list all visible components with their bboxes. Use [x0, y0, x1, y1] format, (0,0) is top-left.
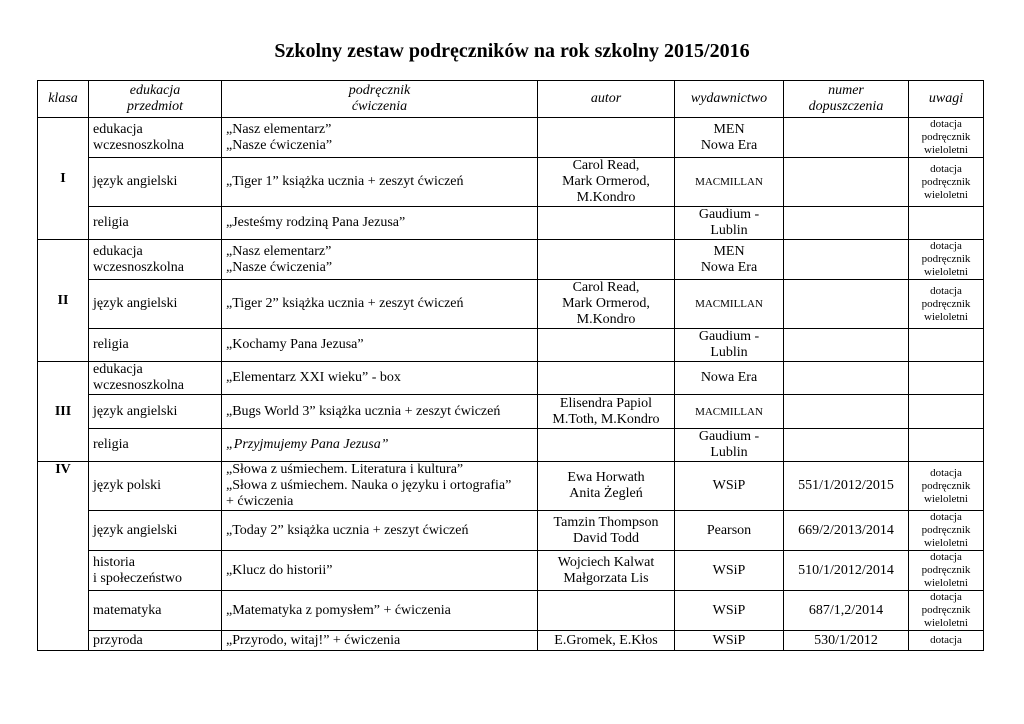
- table-row: [38, 207, 984, 240]
- author-cell: [538, 329, 675, 362]
- author-cell: Tamzin Thompson David Todd: [538, 511, 675, 551]
- notes-cell: dotacja podręcznik wieloletni: [909, 118, 984, 158]
- author-cell: Ewa Horwath Anita Żegleń: [538, 462, 675, 511]
- subject-cell: edukacja wczesnoszkolna: [89, 240, 222, 280]
- book-cell: „Elementarz XXI wieku” - box: [222, 362, 538, 395]
- class-label: II: [38, 240, 89, 362]
- book-cell: „Klucz do historii”: [222, 551, 538, 591]
- page-title: Szkolny zestaw podręczników na rok szkolny 2015/2016: [274, 40, 750, 62]
- table-row: [38, 240, 984, 280]
- approval-number-cell: [784, 207, 909, 240]
- table-row: [38, 591, 984, 631]
- notes-cell: dotacja podręcznik wieloletni: [909, 591, 984, 631]
- notes-cell: dotacja podręcznik wieloletni: [909, 280, 984, 329]
- notes-cell: [909, 429, 984, 462]
- table-row: [38, 631, 984, 651]
- table-row: [38, 280, 984, 329]
- book-cell: „Bugs World 3” książka ucznia + zeszyt ćwiczeń: [222, 395, 538, 429]
- class-label: III: [38, 362, 89, 462]
- approval-number-cell: [784, 362, 909, 395]
- table-row: [38, 362, 984, 395]
- publisher-cell: Gaudium - Lublin: [675, 329, 784, 362]
- approval-number-cell: 687/1,2/2014: [784, 591, 909, 631]
- approval-number-cell: [784, 329, 909, 362]
- publisher-cell: Pearson: [675, 511, 784, 551]
- approval-number-cell: [784, 118, 909, 158]
- notes-cell: [909, 329, 984, 362]
- approval-number-cell: 510/1/2012/2014: [784, 551, 909, 591]
- table-row: [38, 429, 984, 462]
- publisher-cell: Gaudium - Lublin: [675, 429, 784, 462]
- subject-cell: język angielski: [89, 158, 222, 207]
- table-row: [38, 395, 984, 429]
- publisher-cell: MEN Nowa Era: [675, 118, 784, 158]
- subject-cell: religia: [89, 207, 222, 240]
- publisher-cell: MACMILLAN: [675, 280, 784, 329]
- subject-cell: edukacja wczesnoszkolna: [89, 362, 222, 395]
- notes-cell: dotacja podręcznik wieloletni: [909, 158, 984, 207]
- class-label: IV: [38, 462, 89, 651]
- author-cell: [538, 362, 675, 395]
- author-cell: [538, 207, 675, 240]
- subject-cell: historia i społeczeństwo: [89, 551, 222, 591]
- subject-cell: język polski: [89, 462, 222, 511]
- header-wydawnictwo: wydawnictwo: [675, 81, 784, 118]
- author-cell: [538, 429, 675, 462]
- header-autor: autor: [538, 81, 675, 118]
- notes-cell: dotacja podręcznik wieloletni: [909, 240, 984, 280]
- book-cell: „Jesteśmy rodziną Pana Jezusa”: [222, 207, 538, 240]
- book-cell: „Tiger 2” książka ucznia + zeszyt ćwiczeń: [222, 280, 538, 329]
- author-cell: [538, 240, 675, 280]
- publisher-cell: WSiP: [675, 551, 784, 591]
- book-cell: „Nasz elementarz” „Nasze ćwiczenia”: [222, 118, 538, 158]
- author-cell: E.Gromek, E.Kłos: [538, 631, 675, 651]
- author-cell: [538, 591, 675, 631]
- author-cell: Wojciech Kalwat Małgorzata Lis: [538, 551, 675, 591]
- book-cell: „Today 2” książka ucznia + zeszyt ćwiczeń: [222, 511, 538, 551]
- author-cell: Carol Read, Mark Ormerod, M.Kondro: [538, 280, 675, 329]
- notes-cell: dotacja podręcznik wieloletni: [909, 551, 984, 591]
- approval-number-cell: [784, 240, 909, 280]
- subject-cell: język angielski: [89, 395, 222, 429]
- publisher-cell: Nowa Era: [675, 362, 784, 395]
- subject-cell: edukacja wczesnoszkolna: [89, 118, 222, 158]
- book-cell: „Słowa z uśmiechem. Literatura i kultura” „Słowa z uśmiechem. Nauka o języku i ortografia” + ćwiczenia: [222, 462, 538, 511]
- header-uwagi: uwagi: [909, 81, 984, 118]
- header-numer: numer dopuszczenia: [784, 81, 909, 118]
- notes-cell: [909, 207, 984, 240]
- table-row: [38, 329, 984, 362]
- book-cell: „Przyrodo, witaj!” + ćwiczenia: [222, 631, 538, 651]
- subject-cell: matematyka: [89, 591, 222, 631]
- table-row: [38, 118, 984, 158]
- header-przedmiot: edukacja przedmiot: [89, 81, 222, 118]
- approval-number-cell: [784, 158, 909, 207]
- approval-number-cell: 669/2/2013/2014: [784, 511, 909, 551]
- subject-cell: język angielski: [89, 511, 222, 551]
- approval-number-cell: [784, 395, 909, 429]
- subject-cell: język angielski: [89, 280, 222, 329]
- subject-cell: religia: [89, 429, 222, 462]
- approval-number-cell: 551/1/2012/2015: [784, 462, 909, 511]
- table-row: [38, 551, 984, 591]
- publisher-cell: MACMILLAN: [675, 395, 784, 429]
- book-cell: „Przyjmujemy Pana Jezusa”: [222, 429, 538, 462]
- notes-cell: dotacja: [909, 631, 984, 651]
- publisher-cell: WSiP: [675, 631, 784, 651]
- book-cell: „Kochamy Pana Jezusa”: [222, 329, 538, 362]
- table-row: [38, 462, 984, 511]
- table-row: [38, 511, 984, 551]
- header-klasa: klasa: [38, 81, 89, 118]
- author-cell: [538, 118, 675, 158]
- author-cell: Carol Read, Mark Ormerod, M.Kondro: [538, 158, 675, 207]
- textbook-table: [37, 80, 984, 651]
- book-cell: „Matematyka z pomysłem” + ćwiczenia: [222, 591, 538, 631]
- header-podrecznik: podręcznik ćwiczenia: [222, 81, 538, 118]
- publisher-cell: MEN Nowa Era: [675, 240, 784, 280]
- class-label: I: [38, 118, 89, 240]
- publisher-cell: Gaudium - Lublin: [675, 207, 784, 240]
- approval-number-cell: [784, 280, 909, 329]
- publisher-cell: WSiP: [675, 591, 784, 631]
- notes-cell: [909, 362, 984, 395]
- notes-cell: dotacja podręcznik wieloletni: [909, 462, 984, 511]
- notes-cell: dotacja podręcznik wieloletni: [909, 511, 984, 551]
- header-row: [38, 81, 984, 118]
- book-cell: „Nasz elementarz” „Nasze ćwiczenia”: [222, 240, 538, 280]
- approval-number-cell: [784, 429, 909, 462]
- publisher-cell: MACMILLAN: [675, 158, 784, 207]
- book-cell: „Tiger 1” książka ucznia + zeszyt ćwiczeń: [222, 158, 538, 207]
- approval-number-cell: 530/1/2012: [784, 631, 909, 651]
- author-cell: Elisendra Papiol M.Toth, M.Kondro: [538, 395, 675, 429]
- notes-cell: [909, 395, 984, 429]
- subject-cell: przyroda: [89, 631, 222, 651]
- subject-cell: religia: [89, 329, 222, 362]
- table-row: [38, 158, 984, 207]
- publisher-cell: WSiP: [675, 462, 784, 511]
